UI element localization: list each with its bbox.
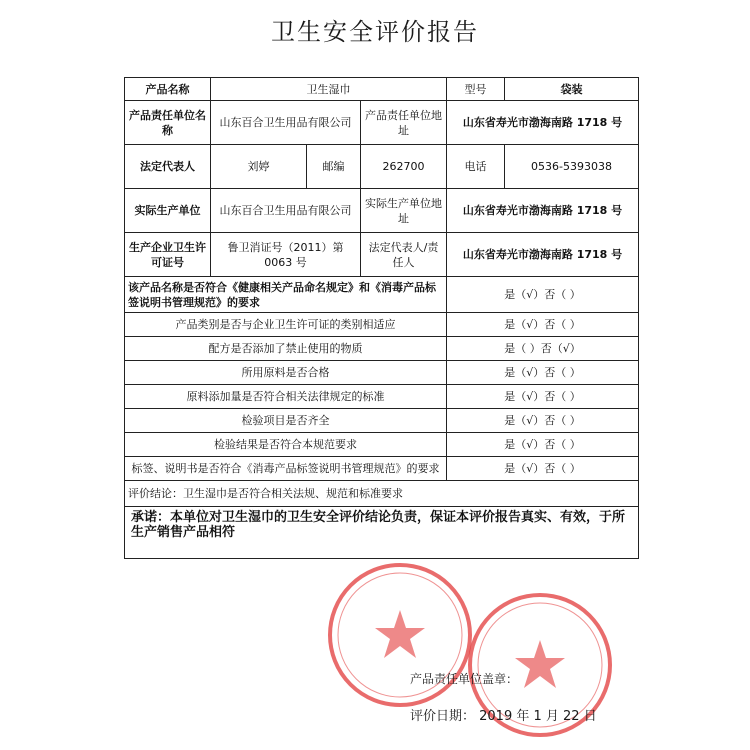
table-row: [125, 361, 639, 385]
resp-addr-label: 产品责任单位地址: [361, 101, 447, 145]
check-question: 产品类别是否与企业卫生许可证的类别相适应: [125, 313, 447, 337]
table-row: [125, 433, 639, 457]
legal-rep-label: 法定代表人: [125, 145, 211, 189]
model-value: 袋装: [505, 78, 639, 101]
resp-unit-label: 产品责任单位名称: [125, 101, 211, 145]
table-row: [125, 101, 639, 145]
product-name-value: 卫生湿巾: [211, 78, 447, 101]
license-value: 鲁卫消证号（2011）第 0063 号: [211, 233, 361, 277]
official-seal-left: [325, 560, 475, 710]
check-answer: 是（ ）否（√）: [447, 337, 639, 361]
table-row: [125, 189, 639, 233]
check-answer: 是（√）否（ ）: [447, 277, 639, 313]
check-question: 标签、说明书是否符合《消毒产品标签说明书管理规范》的要求: [125, 457, 447, 481]
table-row: [125, 385, 639, 409]
prod-addr-value: 山东省寿光市渤海南路 1718 号: [447, 189, 639, 233]
phone-label: 电话: [447, 145, 505, 189]
check-question: 所用原料是否合格: [125, 361, 447, 385]
prod-addr-label: 实际生产单位地址: [361, 189, 447, 233]
signature-label: 产品责任单位盖章：: [410, 672, 519, 686]
check-answer: 是（√）否（ ）: [447, 457, 639, 481]
legal-rep-value: 刘婷: [211, 145, 307, 189]
legal-resp-label: 法定代表人/责任人: [361, 233, 447, 277]
table-row: [125, 409, 639, 433]
prod-unit-label: 实际生产单位: [125, 189, 211, 233]
table-row: [125, 277, 639, 313]
model-label: 型号: [447, 78, 505, 101]
table-row: [125, 78, 639, 101]
table-row: [125, 457, 639, 481]
prod-unit-value: 山东百合卫生用品有限公司: [211, 189, 361, 233]
table-row: [125, 507, 639, 559]
evaluation-form-table: [124, 77, 639, 559]
document-title: 卫生安全评价报告: [271, 18, 479, 46]
check-answer: 是（√）否（ ）: [447, 385, 639, 409]
evaluation-date: 评价日期： 2019 年 1 月 22 日: [410, 709, 597, 724]
phone-value: 0536-5393038: [505, 145, 639, 189]
resp-addr-value: 山东省寿光市渤海南路 1718 号: [447, 101, 639, 145]
table-row: [125, 145, 639, 189]
postcode-label: 邮编: [307, 145, 361, 189]
table-row: [125, 337, 639, 361]
check-answer: 是（√）否（ ）: [447, 361, 639, 385]
check-answer: 是（√）否（ ）: [447, 313, 639, 337]
check-question: 检验结果是否符合本规范要求: [125, 433, 447, 457]
check-question: 配方是否添加了禁止使用的物质: [125, 337, 447, 361]
table-row: [125, 233, 639, 277]
legal-resp-addr-value: 山东省寿光市渤海南路 1718 号: [447, 233, 639, 277]
license-label: 生产企业卫生许可证号: [125, 233, 211, 277]
promise-text: 承诺：本单位对卫生湿巾的卫生安全评价结论负责，保证本评价报告真实、有效，于所生产销售产品相符: [125, 507, 639, 559]
check-answer: 是（√）否（ ）: [447, 409, 639, 433]
product-name-label: 产品名称: [125, 78, 211, 101]
check-question: 该产品名称是否符合《健康相关产品命名规定》和《消毒产品标签说明书管理规范》的要求: [125, 277, 447, 313]
check-question: 原料添加量是否符合相关法律规定的标准: [125, 385, 447, 409]
check-answer: 是（√）否（ ）: [447, 433, 639, 457]
postcode-value: 262700: [361, 145, 447, 189]
resp-unit-value: 山东百合卫生用品有限公司: [211, 101, 361, 145]
conclusion-text: 评价结论：卫生湿巾是否符合相关法规、规范和标准要求: [125, 481, 639, 507]
table-row: [125, 481, 639, 507]
table-row: [125, 313, 639, 337]
check-question: 检验项目是否齐全: [125, 409, 447, 433]
